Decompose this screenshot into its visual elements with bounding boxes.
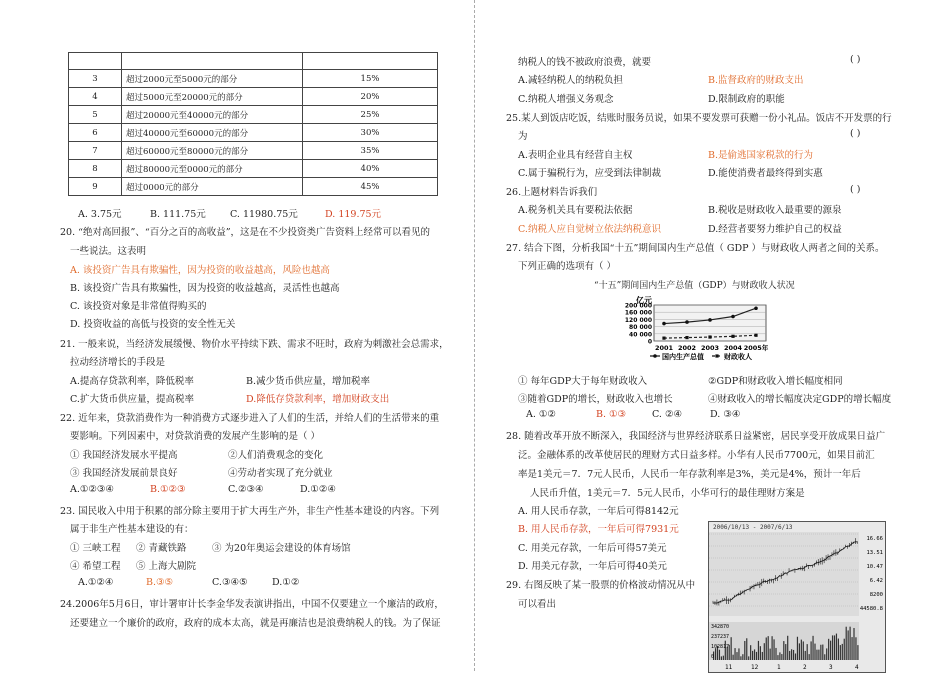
q23-item-5: ⑤ 上海大剧院 xyxy=(136,561,197,572)
volume-bar xyxy=(738,648,739,660)
price-axis-label: 6.42 xyxy=(869,578,883,584)
volume-bar xyxy=(734,648,735,660)
volume-bar xyxy=(801,640,802,660)
q22-option-d: D.①②④ xyxy=(300,484,336,495)
date-axis-label: 12 xyxy=(751,664,759,671)
chart-title: “十五”期间国内生产总值（GDP）与财政收人状况 xyxy=(594,281,795,291)
q27-option-b: B. ①③ xyxy=(596,409,627,420)
q25-option-c: C.属于骗税行为，应受到法律制裁 xyxy=(518,168,661,179)
volume-bar xyxy=(824,654,825,660)
q23-option-a: A.①②④ xyxy=(78,577,114,588)
volume-bar xyxy=(840,645,841,660)
data-point xyxy=(708,335,711,338)
q21-option-b: B.减少货币供应量，增加税率 xyxy=(246,376,371,387)
data-point xyxy=(754,334,757,337)
y-tick-label: 120 000 xyxy=(624,316,652,324)
table-cell-level: 9 xyxy=(69,178,122,196)
q21-option-a: A.提高存贷款利率，降低税率 xyxy=(70,376,194,387)
table-cell-range: 超过60000元至80000元的部分 xyxy=(122,142,303,160)
volume-bar xyxy=(805,651,806,660)
q24-stem-cont: 还要建立一个廉价的政府，政府的成本太高，就是再廉洁也是浪费纳税人的钱。为了保证 xyxy=(70,618,441,629)
volume-bar xyxy=(857,645,858,660)
x-tick-label: 2005年 xyxy=(743,344,769,352)
volume-bar xyxy=(791,649,792,660)
data-point xyxy=(662,322,666,326)
q23-item-4: ④ 希望工程 xyxy=(70,561,121,572)
q27-item-4: ④财政收入的增长幅度决定GDP的增长幅度 xyxy=(708,394,892,405)
q24-option-b: B.监督政府的财政支出 xyxy=(708,75,804,86)
volume-bar xyxy=(760,646,761,660)
volume-bar xyxy=(799,643,800,660)
q27-item-2: ②GDP和财政收入增长幅度相同 xyxy=(708,376,843,387)
q28-stem-line2: 泛。金融体系的改革使居民的理财方式日益多样。小华有人民币7700元，如果目前汇 xyxy=(518,450,875,461)
y-tick-label: 40 000 xyxy=(629,331,652,339)
volume-bar xyxy=(803,641,804,660)
q20-option-a: A. 该投资广告具有欺骗性，因为投资的收益越高，风险也越高 xyxy=(70,265,330,276)
volume-bar xyxy=(838,639,839,660)
q29-stem: 29. 右图反映了某一股票的价格波动情况从中 xyxy=(506,580,696,591)
q19-option-b: B. 111.75元 xyxy=(150,209,206,220)
price-axis-label: 8200 xyxy=(869,592,883,598)
volume-bar xyxy=(772,636,773,660)
volume-bar xyxy=(781,654,782,660)
volume-bar xyxy=(758,641,759,660)
table-cell-level: 3 xyxy=(69,70,122,88)
date-axis-label: 1 xyxy=(777,664,781,671)
q24-option-a: A.减轻纳税人的纳税负担 xyxy=(518,75,623,86)
q25-stem-cont: 为 xyxy=(518,131,528,142)
volume-bar xyxy=(740,656,741,660)
q28-stem: 28. 随着改革开放不断深入，我国经济与世界经济联系日益紧密，居民享受开放成果日益广 xyxy=(506,431,886,442)
volume-bar xyxy=(855,637,856,660)
q24-stem: 24.2006年5月6日，审计署审计长李金华发表演讲指出，中国不仅要建立一个廉洁的政府， xyxy=(60,599,444,610)
table-cell-rate: 35% xyxy=(303,142,438,160)
volume-bar xyxy=(850,627,851,660)
table-cell-range: 超过20000元至40000元的部分 xyxy=(122,106,303,124)
table-row xyxy=(69,160,438,178)
price-axis-label: 44580.8 xyxy=(859,606,883,612)
q19-option-c: C. 11980.75元 xyxy=(230,209,298,220)
x-tick-label: 2003 xyxy=(700,344,720,352)
q22-item-1: ① 我国经济发展水平提高 xyxy=(70,450,178,461)
q25-answer-paren: ( ) xyxy=(850,128,861,139)
q20-option-d: D. 投资收益的高低与投资的安全性无关 xyxy=(70,319,236,330)
q24-option-c: C.纳税人增强义务观念 xyxy=(518,94,614,105)
volume-bar xyxy=(764,643,765,660)
q28-option-c: C. 用美元存款，一年后可得57美元 xyxy=(518,543,667,554)
volume-bar xyxy=(768,636,769,660)
volume-axis-label: 102817 xyxy=(711,644,730,650)
q26-option-a: A.税务机关具有要税法依据 xyxy=(518,205,633,216)
date-axis-label: 4 xyxy=(855,664,859,671)
date-axis-label: 2 xyxy=(803,664,807,671)
table-cell-range: 超过0000元的部分 xyxy=(122,178,303,196)
table-row xyxy=(69,70,438,88)
table-row xyxy=(69,53,438,70)
volume-bar xyxy=(828,639,829,660)
stock-price-plot xyxy=(709,522,885,672)
y-tick-label: 200 000 xyxy=(624,302,652,310)
q22-item-3: ③ 我国经济发展前景良好 xyxy=(70,468,178,479)
table-cell-level xyxy=(69,53,122,70)
legend-marker-revenue xyxy=(715,354,718,357)
table-cell-rate: 15% xyxy=(303,70,438,88)
table-cell-level: 5 xyxy=(69,106,122,124)
stock-price-chart xyxy=(708,521,886,673)
q22-option-b: B.①②③ xyxy=(150,484,186,495)
table-cell-rate: 40% xyxy=(303,160,438,178)
q23-option-d: D.①② xyxy=(272,577,300,588)
y-tick-label: 0 xyxy=(647,338,652,346)
table-cell-rate: 20% xyxy=(303,88,438,106)
volume-bar xyxy=(762,652,763,660)
volume-bar xyxy=(816,650,817,660)
volume-bar xyxy=(826,648,827,660)
table-row xyxy=(69,106,438,124)
table-cell-rate: 25% xyxy=(303,106,438,124)
q25-stem: 25.某人到饭店吃饭，结账时服务员说，如果不要发票可获赠一份小礼品。饭店不开发票的行 xyxy=(506,113,892,124)
volume-axis-label: 342870 xyxy=(711,624,730,630)
q23-item-2: ② 青藏铁路 xyxy=(136,543,187,554)
data-point xyxy=(731,335,734,338)
q28-option-a: A. 用人民币存款，一年后可得8142元 xyxy=(518,506,679,517)
table-cell-level: 6 xyxy=(69,124,122,142)
q23-item-3: ③ 为20年奥运会建设的体育场馆 xyxy=(212,543,351,554)
x-tick-label: 2004 xyxy=(723,344,743,352)
q28-option-d: D. 用美元存款，一年后可得40美元 xyxy=(518,561,667,572)
q21-option-d: D.降低存贷款利率，增加财政支出 xyxy=(246,394,390,405)
q23-stem-cont: 属于非生产性基本建设的有： xyxy=(70,524,194,535)
table-row xyxy=(69,178,438,196)
volume-bar xyxy=(721,656,722,660)
q19-option-d: D. 119.75元 xyxy=(325,209,382,220)
chart-ylabel: 亿元 xyxy=(636,296,652,305)
volume-bar xyxy=(787,636,788,660)
volume-bar xyxy=(853,628,854,660)
q22-option-a: A.①②③④ xyxy=(70,484,114,495)
q23-item-1: ① 三峡工程 xyxy=(70,543,121,554)
y-tick-label: 80 000 xyxy=(629,324,652,332)
q22-option-c: C.②③④ xyxy=(228,484,264,495)
volume-bar xyxy=(779,652,780,660)
volume-bar xyxy=(818,650,819,660)
volume-bar xyxy=(795,653,796,660)
volume-bar xyxy=(842,644,843,660)
volume-bar xyxy=(846,627,847,660)
legend-label-gdp: 国内生产总值 xyxy=(662,353,704,361)
volume-bar xyxy=(836,634,837,660)
table-cell-level: 4 xyxy=(69,88,122,106)
q20-option-c: C. 该投资对象是非常值得购买的 xyxy=(70,301,207,312)
column-divider xyxy=(474,0,476,671)
price-axis-label: 10.47 xyxy=(866,564,883,570)
q22-stem-cont: 要影响。下列因素中，对贷款消费的发展产生影响的是（ ） xyxy=(70,431,321,442)
q24-option-d: D.限制政府的职能 xyxy=(708,94,785,105)
q26-option-d: D.经营者要努力维护自己的权益 xyxy=(708,224,842,235)
volume-bar xyxy=(752,651,753,660)
volume-bar xyxy=(785,644,786,660)
volume-bar xyxy=(814,644,815,660)
q28-stem-line3: 率是1美元＝7．7元人民币，人民币一年存款利率是3%，美元是4%，预计一年后 xyxy=(518,469,861,480)
data-point xyxy=(731,315,735,319)
volume-bar xyxy=(731,637,732,660)
table-cell-range: 超过5000元至20000元的部分 xyxy=(122,88,303,106)
gdp-revenue-chart xyxy=(616,295,816,375)
q27-stem-cont: 下列正确的选项有（ ） xyxy=(518,261,617,272)
q24-answer-paren: ( ) xyxy=(850,54,861,65)
volume-bar xyxy=(723,656,724,660)
q26-option-b: B.税收是财政收入最重要的源泉 xyxy=(708,205,842,216)
q26-option-c: C.纳税人应自觉树立依法纳税意识 xyxy=(518,224,661,235)
volume-bar xyxy=(748,656,749,660)
table-row xyxy=(69,142,438,160)
q21-option-c: C.扩大货币供应量，提高税率 xyxy=(70,394,194,405)
table-row xyxy=(69,88,438,106)
q29-stem-cont: 可以看出 xyxy=(518,599,557,610)
volume-axis-label: 0 xyxy=(711,654,715,660)
q26-stem: 26.上题材料告诉我们 xyxy=(506,187,598,198)
volume-bar xyxy=(736,652,737,660)
table-row xyxy=(69,124,438,142)
volume-bar xyxy=(742,654,743,660)
volume-bar xyxy=(733,655,734,660)
data-point xyxy=(662,337,665,340)
volume-bar xyxy=(777,655,778,660)
volume-bar xyxy=(793,650,794,660)
volume-bar xyxy=(746,638,747,660)
table-cell-range: 超过2000元至5000元的部分 xyxy=(122,70,303,88)
q27-item-1: ① 每年GDP大于每年财政收入 xyxy=(518,376,648,387)
price-axis-label: 13.51 xyxy=(866,550,883,556)
x-tick-label: 2001 xyxy=(654,344,674,352)
volume-bar xyxy=(844,639,845,660)
q22-item-2: ②人们消费观念的变化 xyxy=(228,450,324,461)
volume-bar xyxy=(775,648,776,660)
q20-option-b: B. 该投资广告具有欺骗性，因为投资的收益越高，灵活性也越高 xyxy=(70,283,340,294)
volume-bar xyxy=(832,635,833,660)
volume-bar xyxy=(783,641,784,660)
volume-bar xyxy=(744,641,745,660)
q23-stem: 23. 国民收入中用于积累的部分除主要用于扩大再生产外，非生产性基本建设的内容。下列 xyxy=(60,506,440,517)
table-cell-rate: 45% xyxy=(303,178,438,196)
q27-option-a: A. ①② xyxy=(526,409,556,420)
volume-bar xyxy=(811,641,812,660)
volume-bar xyxy=(797,637,798,660)
q27-item-3: ③随着GDP的增长，财政收入也增长 xyxy=(518,394,673,405)
table-cell-range xyxy=(122,53,303,70)
q23-option-c: C.③④⑤ xyxy=(212,577,248,588)
table-cell-level: 8 xyxy=(69,160,122,178)
table-cell-range: 超过80000元至0000元的部分 xyxy=(122,160,303,178)
date-axis-label: 11 xyxy=(725,664,733,671)
table-cell-level: 7 xyxy=(69,142,122,160)
q23-option-b: B.③⑤ xyxy=(146,577,174,588)
q21-stem: 21. 一般来说，当经济发展缓慢、物价水平持续下跌、需求不旺时，政府为刺激社会总需求， xyxy=(60,339,449,350)
q26-answer-paren: ( ) xyxy=(850,184,861,195)
volume-bar xyxy=(750,645,751,660)
data-point xyxy=(685,320,689,324)
volume-bar xyxy=(719,650,720,660)
q28-option-b: B. 用人民币存款，一年后可得7931元 xyxy=(518,524,679,535)
stock-chart-header: 2006/10/13 - 2007/6/13 xyxy=(713,524,793,531)
q24-stem-end: 纳税人的钱不被政府浪费，就要 xyxy=(518,57,652,68)
volume-axis-label: 237237 xyxy=(711,634,730,640)
date-axis-label: 3 xyxy=(829,664,833,671)
data-point xyxy=(754,306,758,310)
volume-bar xyxy=(756,652,757,660)
q27-option-d: D. ③④ xyxy=(710,409,741,420)
q19-option-a: A. 3.75元 xyxy=(78,209,122,220)
volume-bar xyxy=(807,644,808,660)
price-axis-label: 16.66 xyxy=(866,536,883,542)
volume-bar xyxy=(809,654,810,660)
legend-marker-gdp xyxy=(653,354,657,358)
q22-stem: 22. 近年来，贷款消费作为一种消费方式逐步进入了人们的生活，并给人们的生活带来的重 xyxy=(60,413,440,424)
q27-option-c: C. ②④ xyxy=(652,409,683,420)
q21-stem-cont: 拉动经济增长的手段是 xyxy=(70,357,166,368)
volume-bar xyxy=(848,630,849,660)
table-cell-rate xyxy=(303,53,438,70)
data-point xyxy=(708,318,712,322)
volume-bar xyxy=(830,641,831,660)
volume-bar xyxy=(851,637,852,660)
q28-stem-line4: 人民币升值，1美元＝7．5元人民币，小华可行的最佳理财方案是 xyxy=(530,488,805,499)
volume-bar xyxy=(789,651,790,660)
q20-stem: 20. “绝对高回报”、“百分之百的高收益”，这是在不少投资类广告资料上经常可以看见的 xyxy=(60,227,431,238)
q27-stem: 27. 结合下图，分析我国“十五”期间国内生产总值（ GDP ）与财政收人两者之间的关系。 xyxy=(506,243,885,254)
tax-rate-table xyxy=(68,52,438,196)
q25-option-a: A.表明企业具有经营自主权 xyxy=(518,150,633,161)
volume-bar xyxy=(766,637,767,660)
q25-option-b: B.是偷逃国家税款的行为 xyxy=(708,150,814,161)
table-cell-range: 超过40000元至60000元的部分 xyxy=(122,124,303,142)
volume-bar xyxy=(770,649,771,660)
volume-bar xyxy=(822,645,823,660)
y-tick-label: 160 000 xyxy=(624,309,652,317)
data-point xyxy=(685,336,688,339)
q22-item-4: ④劳动者实现了充分就业 xyxy=(228,468,333,479)
volume-bar xyxy=(754,649,755,660)
q25-option-d: D.能使消费者最终得到实惠 xyxy=(708,168,823,179)
volume-bar xyxy=(834,635,835,660)
legend-label-revenue: 财政收人 xyxy=(724,353,752,361)
x-tick-label: 2002 xyxy=(677,344,697,352)
volume-bar xyxy=(820,645,821,660)
volume-bar xyxy=(773,639,774,660)
volume-bar xyxy=(812,636,813,660)
table-cell-rate: 30% xyxy=(303,124,438,142)
q20-stem-cont: 一些说法。这表明 xyxy=(70,246,147,257)
